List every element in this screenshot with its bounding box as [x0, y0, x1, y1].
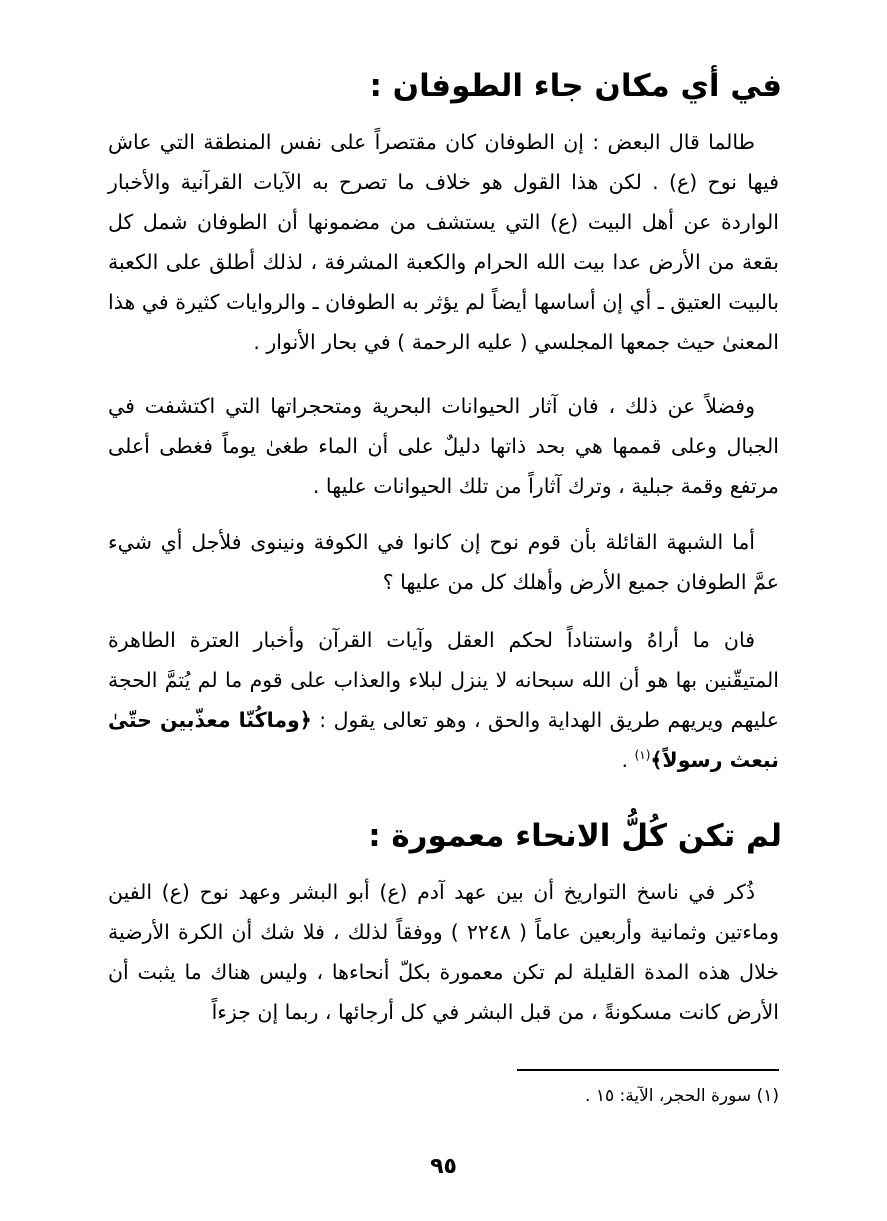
sentence-end: .	[621, 748, 629, 772]
paragraph: طالما قال البعض : إن الطوفان كان مقتصراً على نفس المنطقة التي عاش فيها نوح (ع) . لكن هذا القول هو خلاف ما تصرح به الآيات القرآنية والأخبار الواردة عن أهل البيت (ع) التي يستشف من مضمونها أن الطوفان شمل كل بقعة من الأرض عدا بيت الله الحرام والكعبة المشرفة ، لذلك أطلق على الكعبة بالبيت العتيق ـ أي إن أساسها أيضاً لم يؤثر به الطوفان ـ والروايات كثيرة في هذا المعنىٰ حيث جمعها المجلسي ( عليه الرحمة ) في بحار الأنوار .	[108, 130, 779, 354]
section-heading-inhabited-regions: لم تكن كُلُّ الانحاء معمورة :	[368, 818, 782, 854]
quran-verse: ﴿وماكُنّا معذّبين حتّىٰ نبعث رسولاً﴾	[108, 708, 779, 772]
section-heading-flood-location: في أي مكان جاء الطوفان :	[369, 68, 782, 104]
paragraph-text: فان ما أراهُ واستناداً لحكم العقل وآيات القرآن وأخبار العترة الطاهرة المتيقّنين بها هو أن الله سبحانه لا ينزل لبلاء والعذاب على قوم ما لم يُتمَّ الحجة عليهم ويريهم طريق الهداية والحق ، وهو تعالى يقول :	[108, 628, 779, 732]
footnote: (١) سورة الحجر، الآية: ١٥ .	[585, 1086, 779, 1106]
paragraph: أما الشبهة القائلة بأن قوم نوح إن كانوا في الكوفة ونينوى فلأجل أي شيء عمَّ الطوفان جميع الأرض وأهلك كل من عليها ؟	[108, 530, 779, 594]
paragraph: وفضلاً عن ذلك ، فان آثار الحيوانات البحرية ومتحجراتها التي اكتشفت في الجبال وعلى قممها هي بحد ذاتها دليلٌ على أن الماء طغىٰ يوماً فغطى أعلى مرتفع وقمة جبلية ، وترك آثاراً من تلك الحيوانات عليها .	[108, 394, 779, 498]
footnote-divider	[517, 1069, 779, 1071]
paragraph: ذُكر في ناسخ التواريخ أن بين عهد آدم (ع) أبو البشر وعهد نوح (ع) الفين وماءتين وثمانية وأربعين عاماً ( ٢٢٤٨ ) ووفقاً لذلك ، فلا شك أن الكرة الأرضية خلال هذه المدة القليلة لم تكن معمورة بكلّ أنحاءها ، وليس هناك ما يثبت أن الأرض كانت مسكونةً ، من قبل البشر في كل أرجائها ، ربما إن جزءاً	[108, 880, 779, 1024]
paragraph-with-quran-verse	[108, 620, 779, 780]
footnote-reference: (١)	[634, 748, 651, 763]
page-number: ٩٥	[430, 1154, 457, 1179]
